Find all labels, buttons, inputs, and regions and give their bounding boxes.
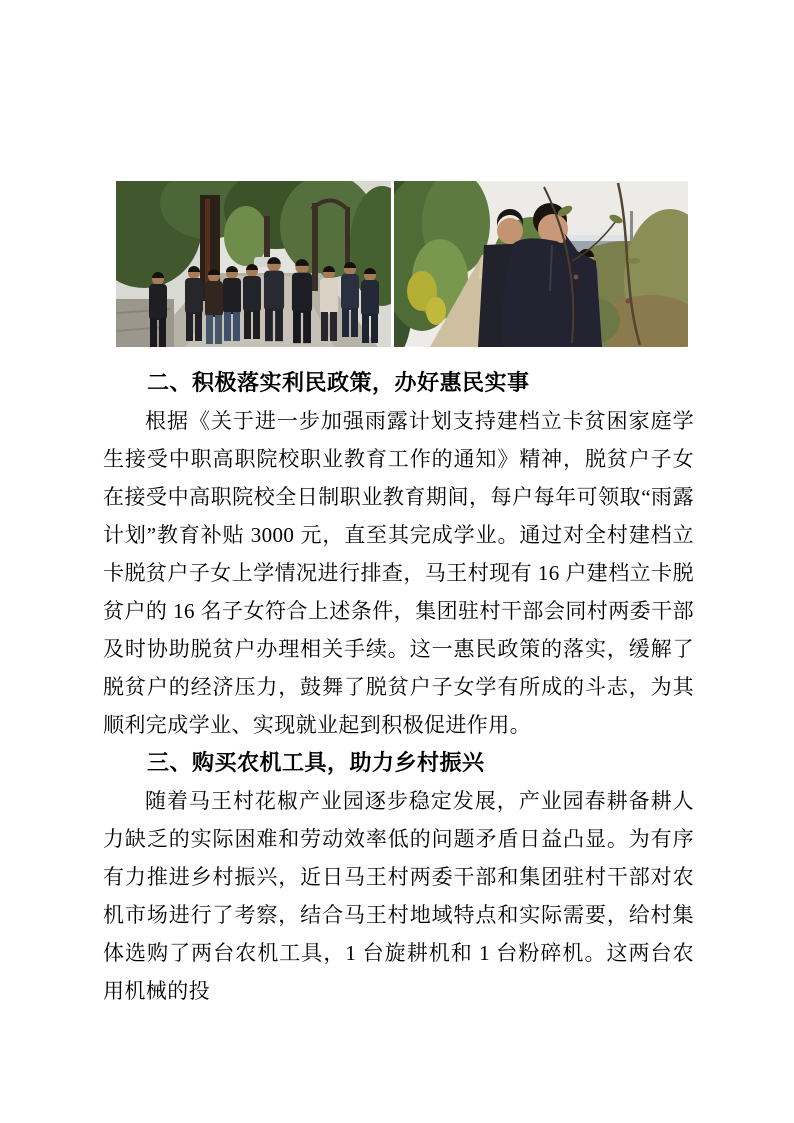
section-heading-2: 二、积极落实利民政策，办好惠民实事 (147, 370, 530, 395)
document-body (103, 364, 694, 1010)
village-road-group-photo (116, 181, 391, 347)
photos-row (116, 181, 688, 347)
orchard-field-visit-photo (394, 181, 688, 347)
section-2-paragraph: 根据《关于进一步加强雨露计划支持建档立卡贫困家庭学生接受中职高职院校职业教育工作的通知》精神，脱贫户子女在接受中高职院校全日制职业教育期间，每户每年可领取“雨露计划”教育补贴 3000 元，直至其完成学业。通过对全村建档立卡脱贫户子女上学情况进行排查，马王村现有 16 户建档立卡脱贫户的 16 名子女符合上述条件，集团驻村干部会同村两委干部及时协助脱贫户办理相关手续。这一惠民政策的落实，缓解了脱贫户的经济压力，鼓舞了脱贫户子女学有所成的斗志，为其顺利完成学业、实现就业起到积极促进作用。 (103, 409, 694, 737)
section-3-paragraph: 随着马王村花椒产业园逐步稳定发展，产业园春耕备耕人力缺乏的实际困难和劳动效率低的问题矛盾日益凸显。为有序有力推进乡村振兴，近日马王村两委干部和集团驻村干部对农机市场进行了考察，结合马王村地域特点和实际需要，给村集体选购了两台农机工具，1 台旋耕机和 1 台粉碎机。这两台农用机械的投 (103, 789, 694, 1003)
section-heading-3: 三、购买农机工具，助力乡村振兴 (147, 750, 485, 775)
